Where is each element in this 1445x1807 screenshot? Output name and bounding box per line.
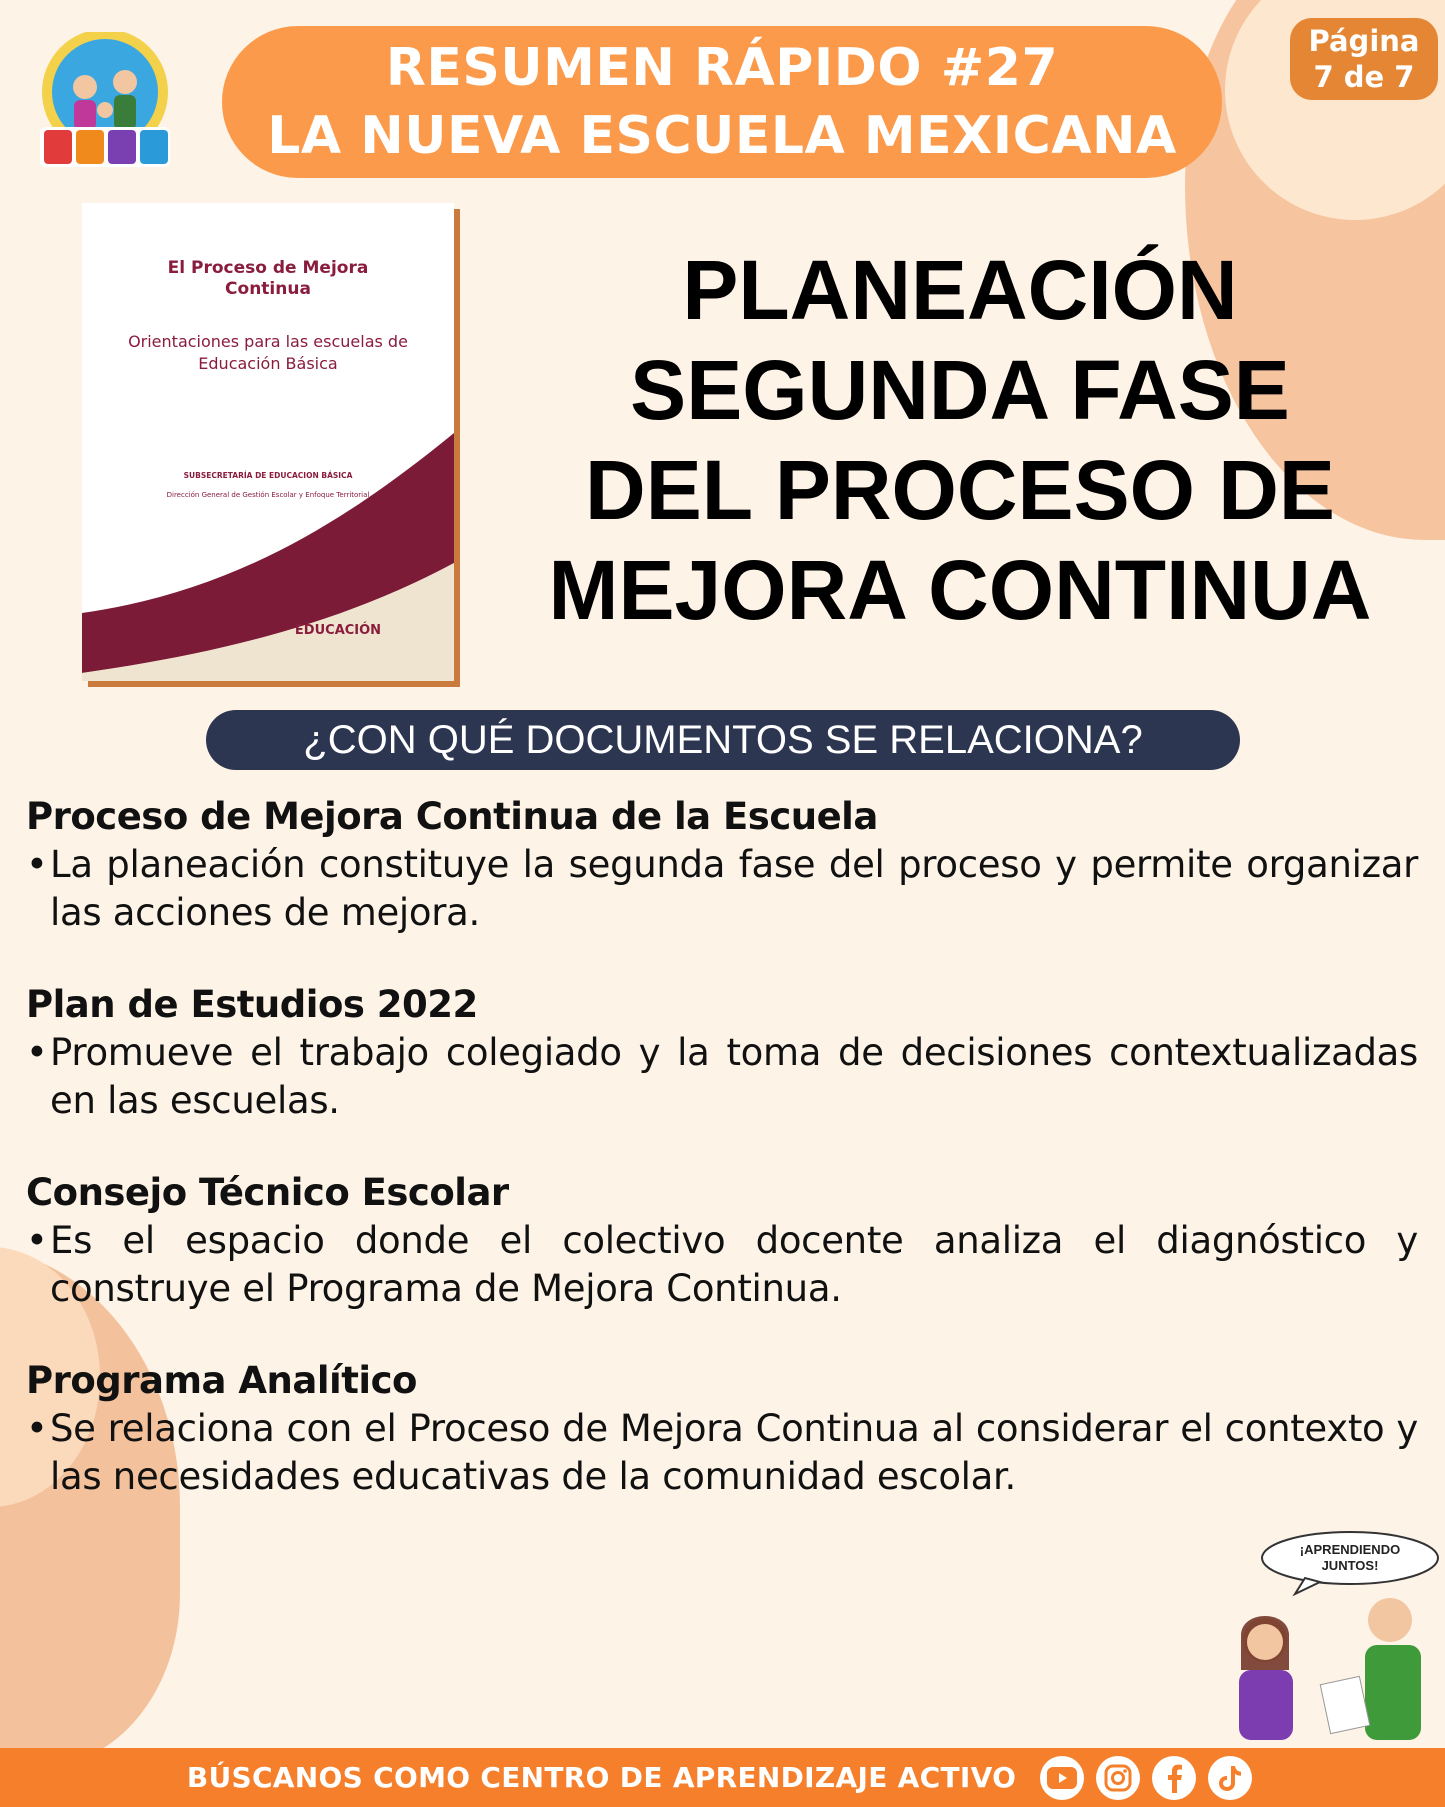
item-heading: Plan de Estudios 2022 <box>26 983 478 1026</box>
mascots-illustration <box>1225 1530 1440 1750</box>
facebook-icon[interactable] <box>1152 1756 1196 1800</box>
cover-title: El Proceso de Mejora Continua <box>167 258 369 299</box>
page-indicator-badge <box>1290 18 1438 100</box>
main-title-line-2: SEGUNDA FASE <box>630 343 1290 437</box>
item-text: La planeación constituye la segunda fase del proceso y permite organizar las acciones de mejora. <box>50 843 1418 934</box>
item-heading: Programa Analítico <box>26 1359 417 1402</box>
speech-line-1: ¡APRENDIENDO <box>1299 1542 1401 1557</box>
cover-direction: Dirección General de Gestión Escolar y Enfoque Territorial <box>166 491 370 499</box>
footer-text: BÚSCANOS COMO CENTRO DE APRENDIZAJE ACTIVO <box>186 1761 1017 1794</box>
main-title-line-3: DEL PROCESO DE <box>585 443 1335 537</box>
main-title <box>490 240 1430 640</box>
section-heading: ¿CON QUÉ DOCUMENTOS SE RELACIONA? <box>206 710 1240 770</box>
list-item <box>26 1357 1418 1501</box>
item-heading: Consejo Técnico Escolar <box>26 1171 509 1214</box>
bullet-icon: • <box>26 843 48 886</box>
header-line-2: LA NUEVA ESCUELA MEXICANA <box>267 106 1177 166</box>
item-text: Promueve el trabajo colegiado y la toma de decisiones contextualizadas en las escuelas. <box>50 1031 1418 1122</box>
ceaa-logo <box>30 32 180 172</box>
item-bullet <box>26 1029 1418 1125</box>
item-text: Es el espacio donde el colectivo docente analiza el diagnóstico y construye el Programa de Mejora Continua. <box>50 1219 1418 1310</box>
page-label: Página <box>1308 24 1420 58</box>
main-title-line-1: PLANEACIÓN <box>682 243 1238 337</box>
main-title-line-4: MEJORA CONTINUA <box>548 543 1372 637</box>
item-bullet <box>26 841 1418 937</box>
item-bullet <box>26 1405 1418 1501</box>
list-item <box>26 793 1418 937</box>
bullet-icon: • <box>26 1407 48 1450</box>
header-banner <box>222 26 1222 178</box>
footer-bar <box>0 1748 1445 1807</box>
header-line-1: RESUMEN RÁPIDO #27 <box>385 38 1059 98</box>
speech-line-2: JUNTOS! <box>1321 1558 1379 1573</box>
page-count: 7 de 7 <box>1313 60 1415 94</box>
cover-brand: EDUCACIÓN <box>294 623 382 638</box>
item-bullet <box>26 1217 1418 1313</box>
tiktok-icon[interactable] <box>1208 1756 1252 1800</box>
item-text: Se relaciona con el Proceso de Mejora Continua al considerar el contexto y las necesidades educativas de la comunidad escolar. <box>50 1407 1418 1498</box>
related-documents-list <box>26 793 1418 1545</box>
cover-subtitle: Orientaciones para las escuelas de Educación Básica <box>128 332 408 373</box>
list-item <box>26 981 1418 1125</box>
document-cover-image <box>82 203 454 681</box>
bullet-icon: • <box>26 1219 48 1262</box>
item-heading: Proceso de Mejora Continua de la Escuela <box>26 795 878 838</box>
cover-secretariat: SUBSECRETARÍA DE EDUCACION BÁSICA <box>183 471 353 480</box>
youtube-icon[interactable] <box>1040 1756 1084 1800</box>
instagram-icon[interactable] <box>1096 1756 1140 1800</box>
bullet-icon: • <box>26 1031 48 1074</box>
list-item <box>26 1169 1418 1313</box>
